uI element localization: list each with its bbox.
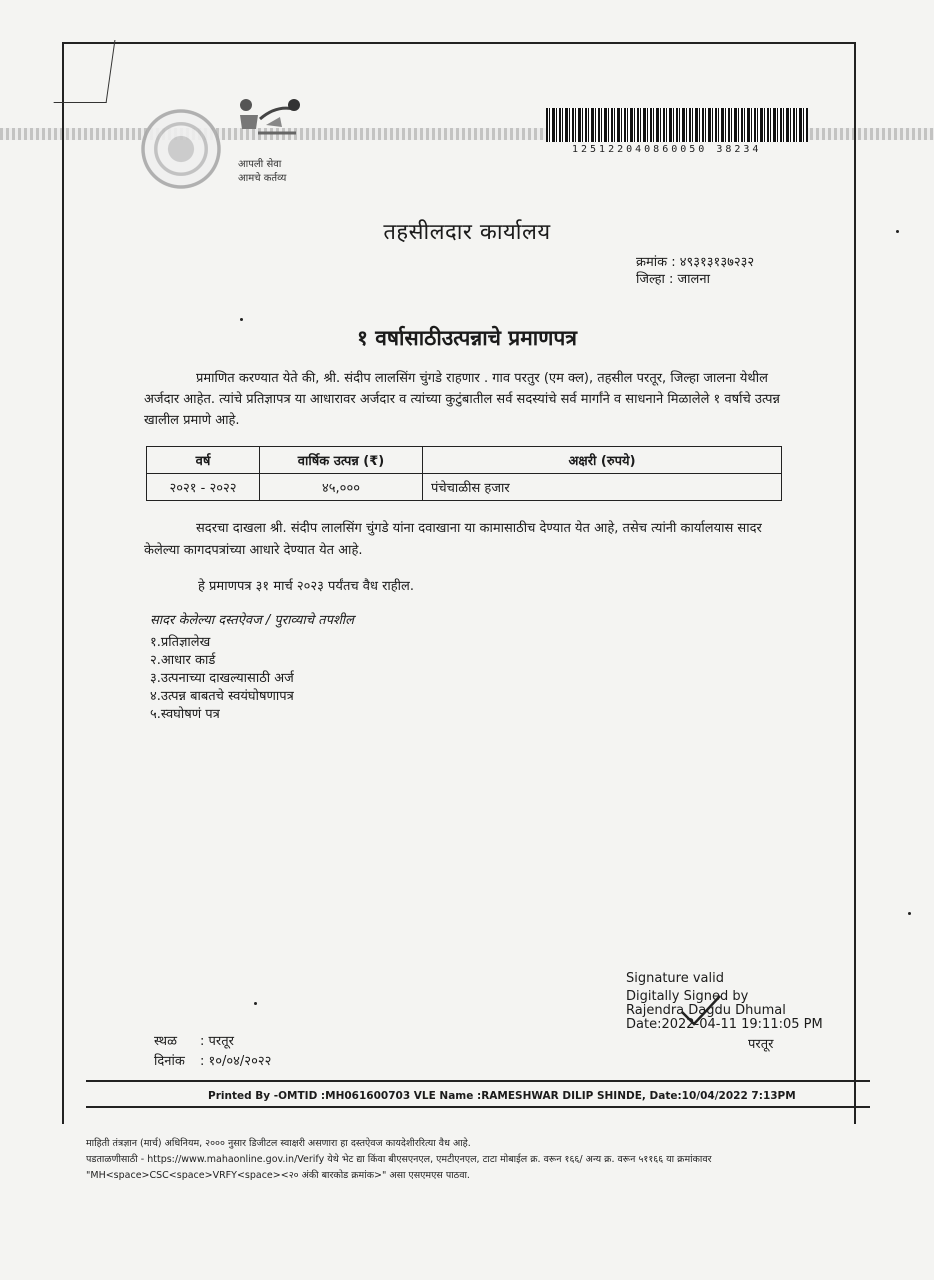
district: जिल्हा : जालना	[636, 272, 710, 287]
signature-valid-check-icon	[680, 994, 722, 1028]
divider-top	[86, 1080, 870, 1082]
cell-year: २०२१ - २०२२	[147, 474, 260, 501]
header-in-words: अक्षरी (रुपये)	[423, 447, 782, 474]
intro-paragraph: प्रमाणित करण्यात येते की, श्री. संदीप लालसिंग चुंगडे राहणार . गाव परतुर (एम क्ल), तहसील परतूर, जिल्हा जालना येथील अर्जदार आहेत. त्यांचे प्रतिज्ञापत्र या आधारावर अर्जदार व त्यांच्या कुटुंबातील सर्व सदस्यांचे सर्व मार्गांने व साधनाने मिळालेले १ वर्षाचे उत्पन्न खालील प्रमाणे आहे.	[144, 371, 780, 428]
income-table	[146, 446, 782, 501]
footer-line3: "MH<space>CSC<space>VRFY<space><२० अंकी बारकोड क्रमांक>" असा एसएमएस पाठवा.	[86, 1170, 470, 1181]
scan-speck	[908, 912, 911, 915]
footer-line2: पडताळणीसाठी - https://www.mahaonline.gov.in/Verify येथे भेट द्या किंवा बीएसएनएल, एमटीएनएल, टाटा मोबाईल क्र. वरून १६६/ अन्य क्र. वरून ५११६६ या क्रमांकावर	[86, 1154, 712, 1165]
list-item: २.आधार कार्ड	[150, 653, 216, 668]
list-item: ३.उत्पनाच्या दाखल्यासाठी अर्ज	[150, 671, 294, 686]
place-date-block	[154, 1032, 271, 1072]
barcode-number: 125122040860050 38234	[572, 144, 762, 155]
verification-footer	[86, 1136, 876, 1184]
government-seal-icon	[140, 108, 222, 190]
logo-tagline-line1: आपली सेवा	[238, 159, 282, 170]
digital-signature-block	[626, 972, 823, 1032]
place-label: स्थळ	[154, 1034, 177, 1049]
documents-list	[150, 634, 294, 724]
date-value: : १०/०४/२०२२	[200, 1054, 272, 1069]
validity-statement: हे प्रमाणपत्र ३१ मार्च २०२३ पर्यंतच वैध राहील.	[198, 579, 414, 594]
date-label: दिनांक	[154, 1054, 185, 1069]
place-value: : परतूर	[200, 1034, 234, 1049]
header-annual-income: वार्षिक उत्पन्न (₹)	[260, 447, 423, 474]
aaple-sarkar-logo-icon	[236, 95, 306, 143]
signature-signed-by: Digitally Signed by	[626, 989, 749, 1004]
page-corner-fold	[54, 40, 116, 103]
office-title: तहसीलदार कार्यालय	[383, 220, 551, 245]
scan-speck	[240, 318, 243, 321]
logo-tagline-line2: आमचे कर्तव्य	[238, 173, 287, 184]
scan-speck	[254, 1002, 257, 1005]
divider-bottom	[86, 1106, 870, 1108]
purpose-paragraph: सदरचा दाखला श्री. संदीप लालसिंग चुंगडे यांना दवाखाना या कामासाठीच देण्यात येत आहे, तसेच त्यांनी कार्यालयास सादर केलेल्या कागदपत्रांच्या आधारे देण्यात येत आहे.	[144, 521, 762, 558]
signature-signer-name: Rajendra Dagdu Dhumal	[626, 1003, 786, 1018]
serial-number: क्रमांक : ४९३१३१३७२३२	[636, 255, 755, 270]
certificate-title: १ वर्षासाठीउत्पन्नाचे प्रमाणपत्र	[357, 326, 577, 350]
signature-place: परतूर	[748, 1037, 774, 1052]
signature-valid-text: Signature valid	[626, 971, 724, 986]
logo-tagline	[238, 158, 318, 186]
cell-income: ४५,०००	[260, 474, 423, 501]
printed-by-line: Printed By -OMTID :MH061600703 VLE Name :RAMESHWAR DILIP SHINDE, Date:10/04/2022 7:13PM	[208, 1090, 796, 1102]
list-item: ४.उत्पन्न बाबतचे स्वयंघोषणापत्र	[150, 689, 294, 704]
header-year: वर्ष	[147, 447, 260, 474]
scan-speck	[896, 230, 899, 233]
list-item: १.प्रतिज्ञालेख	[150, 635, 211, 650]
list-item: ५.स्वघोषणं पत्र	[150, 707, 220, 722]
table-header-row	[147, 447, 782, 474]
cell-income-words: पंचेचाळीस हजार	[423, 474, 782, 501]
footer-line1: माहिती तंत्रज्ञान (मार्च) अधिनियम, २००० नुसार डिजीटल स्वाक्षरी असणारा हा दस्तऐवज कायदेशीररित्या वैध आहे.	[86, 1138, 471, 1149]
certificate-frame	[62, 42, 856, 1124]
certificate-meta	[636, 254, 754, 288]
signature-date: Date:2022-04-11 19:11:05 PM	[626, 1017, 823, 1032]
documents-heading: सादर केलेल्या दस्तऐवज / पुराव्याचे तपशील	[150, 613, 354, 628]
barcode-icon	[546, 108, 808, 142]
table-row	[147, 474, 782, 501]
